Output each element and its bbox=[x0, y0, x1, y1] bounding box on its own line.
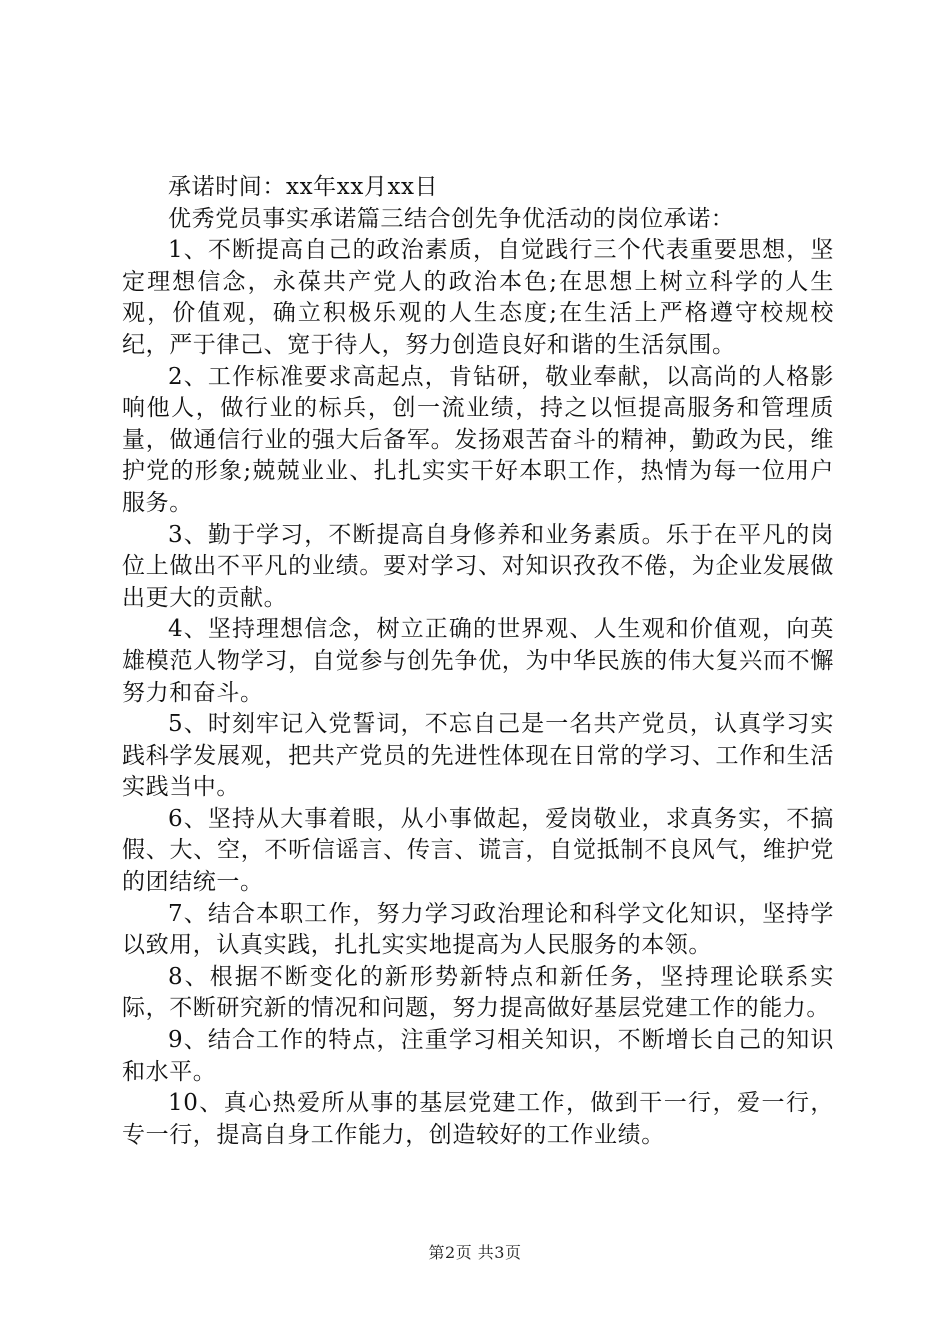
commitment-item-4: 4、坚持理想信念，树立正确的世界观、人生观和价值观，向英雄模范人物学习，自觉参与创先争优，为中华民族的伟大复兴而不懈努力和奋斗。 bbox=[122, 616, 834, 706]
commitment-item-9: 9、结合工作的特点，注重学习相关知识，不断增长自己的知识和水平。 bbox=[122, 1027, 834, 1085]
page-number-footer: 第2页 共3页 bbox=[428, 1243, 522, 1262]
document-body bbox=[122, 172, 834, 1151]
commitment-item-8: 8、根据不断变化的新形势新特点和新任务，坚持理论联系实际，不断研究新的情况和问题，努力提高做好基层党建工作的能力。 bbox=[122, 963, 834, 1022]
commitment-item-7: 7、结合本职工作，努力学习政治理论和科学文化知识，坚持学以致用，认真实践，扎扎实实地提高为人民服务的本领。 bbox=[122, 900, 834, 959]
commitment-item-5: 5、时刻牢记入党誓词，不忘自己是一名共产党员，认真学习实践科学发展观，把共产党员的先进性体现在日常的学习、工作和生活实践当中。 bbox=[122, 711, 834, 801]
section-heading: 优秀党员事实承诺篇三结合创先争优活动的岗位承诺： bbox=[168, 205, 735, 232]
commitment-item-6: 6、坚持从大事着眼，从小事做起，爱岗敬业，求真务实，不搞假、大、空，不听信谣言、传言、谎言，自觉抵制不良风气，维护党的团结统一。 bbox=[122, 805, 834, 896]
commitment-item-10: 10、真心热爱所从事的基层党建工作，做到干一行，爱一行，专一行，提高自身工作能力，创造较好的工作业绩。 bbox=[122, 1090, 834, 1148]
commitment-date: 承诺时间：xx年xx月xx日 bbox=[168, 174, 439, 200]
commitment-item-1: 1、不断提高自己的政治素质，自觉践行三个代表重要思想，坚定理想信念，永葆共产党人的政治本色;在思想上树立科学的人生观，价值观，确立积极乐观的人生态度;在生活上严格遵守校规校纪，严于律己、宽于待人，努力创造良好和谐的生活氛围。 bbox=[122, 237, 834, 358]
commitment-item-3: 3、勤于学习，不断提高自身修养和业务素质。乐于在平凡的岗位上做出不平凡的业绩。要对学习、对知识孜孜不倦，为企业发展做出更大的贡献。 bbox=[122, 521, 834, 611]
commitment-item-2: 2、工作标准要求高起点，肯钻研，敬业奉献，以高尚的人格影响他人，做行业的标兵，创一流业绩，持之以恒提高服务和管理质量，做通信行业的强大后备军。发扬艰苦奋斗的精神，勤政为民，维护党的形象;兢兢业业、扎扎实实干好本职工作，热情为每一位用户服务。 bbox=[122, 363, 834, 516]
